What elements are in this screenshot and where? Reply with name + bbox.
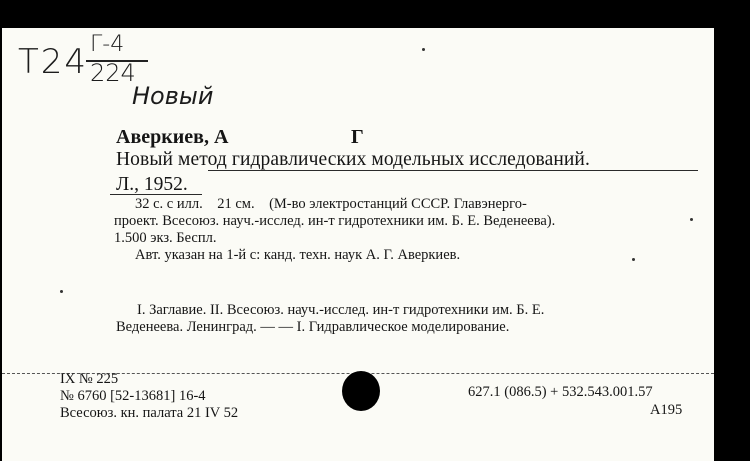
handwritten-fraction-top: Г-4 (90, 32, 125, 57)
title-underline (208, 170, 698, 171)
author-initial: Г (351, 126, 364, 148)
tracings-line-1: I. Заглавие. II. Всесоюз. науч.-исслед. ин-т гидротехники им. Б. Е. (137, 302, 545, 318)
speck (690, 218, 693, 221)
udc-code: А195 (650, 402, 683, 418)
imprint: Л., 1952. (116, 174, 188, 195)
print-run: 1.500 экз. Беспл. (114, 230, 217, 246)
author-note: Авт. указан на 1-й с: канд. техн. наук А. Г. Аверкиев. (135, 247, 461, 263)
physical-description: 32 с. с илл. 21 см. (М-во электростанций СССР. Главэнерго- (135, 196, 527, 212)
footer-card-number: № 6760 [52-13681] 16-4 (60, 388, 206, 404)
imprint-underline (110, 194, 202, 195)
handwritten-title-note: Новый (132, 82, 214, 110)
author-heading: Аверкиев, А (116, 126, 229, 148)
series-note: проект. Всесоюз. науч.-исслед. ин-т гидротехники им. Б. Е. Веденеева). (114, 213, 556, 229)
speck (60, 290, 63, 293)
udc-index: 627.1 (086.5) + 532.543.001.57 (468, 384, 653, 400)
catalog-card (2, 28, 714, 461)
speck (422, 48, 425, 51)
handwritten-shelfmark-prefix: Т24 (18, 42, 89, 82)
tracings-line-2: Веденеева. Ленинград. — — I. Гидравлическое моделирование. (116, 319, 510, 335)
title-statement: Новый метод гидравлических модельных исследований. (116, 149, 590, 170)
punch-hole (342, 371, 380, 411)
speck (632, 258, 635, 261)
footer-registration-number: IX № 225 (60, 371, 119, 387)
handwritten-fraction-bottom: 224 (90, 59, 136, 87)
footer-chamber-date: Всесоюз. кн. палата 21 IV 52 (60, 405, 239, 421)
